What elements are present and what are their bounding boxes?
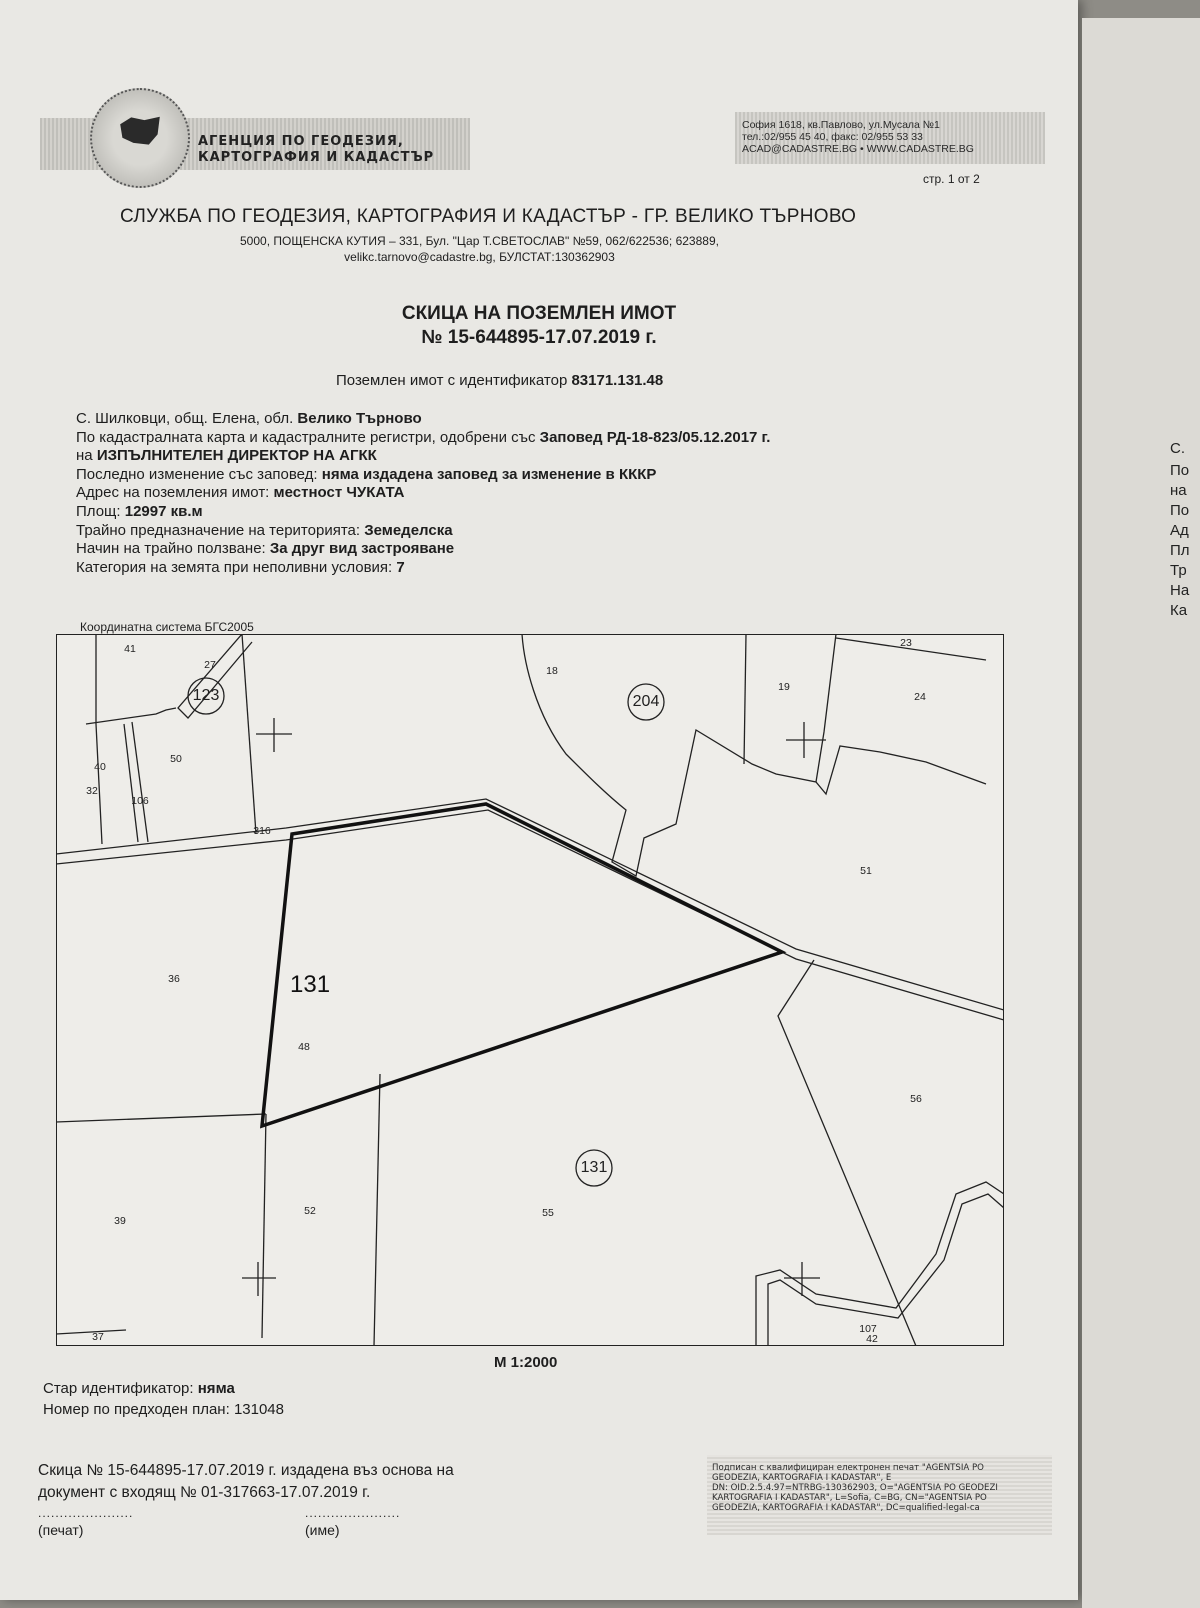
previous-plan-number: [43, 1399, 284, 1420]
cadastral-map: [56, 634, 1004, 1346]
detail-map: [76, 429, 770, 448]
agency-contact: [742, 119, 974, 155]
contact-web: ACAD@CADASTRE.BG • WWW.CADASTRE.BG: [742, 143, 974, 155]
area-label: Площ:: [76, 502, 121, 520]
detail-category: [76, 559, 770, 578]
issued-line1: Скица № 15-644895-17.07.2019 г. издадена въз основа на: [38, 1462, 454, 1479]
director-label: на: [76, 447, 93, 465]
village-value: Велико Търново: [297, 410, 422, 427]
agency-name-line1: АГЕНЦИЯ ПО ГЕОДЕЗИЯ,: [198, 134, 404, 149]
plot-number: 32: [86, 785, 98, 797]
plot-number: 51: [860, 865, 872, 877]
plot-number: 18: [546, 665, 558, 677]
lastchange-label: Последно изменение със заповед:: [76, 465, 318, 483]
office-postal: 5000, ПОЩЕНСКА КУТИЯ – 331, Бул. "Цар Т.СВЕТОСЛАВ" №59, 062/622536; 623889,: [240, 234, 719, 248]
address-label: Адрес на поземления имот:: [76, 484, 270, 502]
plot-number: 39: [114, 1215, 126, 1227]
agency-name: [198, 134, 434, 166]
detail-area: [76, 503, 770, 522]
detail-purpose: [76, 522, 770, 541]
name-label: (име): [305, 1522, 340, 1538]
purpose-label: Трайно предназначение на територията:: [76, 521, 361, 539]
plot-number: 55: [542, 1207, 554, 1219]
fragment-text: Ад: [1170, 522, 1189, 539]
map-value: Заповед РД-18-823/05.12.2017 г.: [539, 428, 771, 446]
use-label: Начин на трайно ползване:: [76, 540, 266, 558]
signature-line: GEODEZIA, KARTOGRAFIA I KADASTAR", E: [712, 1473, 892, 1483]
signature-line: KARTOGRAFIA I KADASTAR", L=Sofia, C=BG, CN="AGENTSIA PO: [712, 1493, 987, 1503]
category-value: 7: [396, 558, 405, 576]
seal-label: (печат): [38, 1522, 84, 1538]
use-value: За друг вид застрояване: [269, 540, 455, 558]
detail-lastchange: [76, 466, 770, 485]
fragment-text: Ка: [1170, 602, 1188, 619]
plot-number: 19: [778, 681, 790, 693]
plot-number: 316: [253, 825, 271, 837]
detail-director: [76, 447, 770, 466]
village-label: С. Шилковци, общ. Елена, обл.: [76, 410, 294, 427]
area-value: 12997 кв.м: [124, 502, 203, 520]
fragment-text: на: [1170, 482, 1187, 499]
fragment-text: По: [1170, 462, 1190, 479]
purpose-value: Земеделска: [364, 521, 453, 539]
prev-plan-label: Номер по предходен план:: [43, 1401, 230, 1418]
plot-number: 27: [204, 659, 216, 671]
plot-number: 52: [304, 1205, 316, 1217]
plot-number: 36: [168, 973, 180, 985]
issued-statement: [38, 1460, 454, 1504]
electronic-signature: [712, 1463, 998, 1513]
office-name: СЛУЖБА ПО ГЕОДЕЗИЯ, КАРТОГРАФИЯ И КАДАСТЪР - ГР. ВЕЛИКО ТЪРНОВО: [120, 206, 857, 227]
document-number: № 15-644895-17.07.2019 г.: [421, 327, 657, 348]
signature-line: DN: OID.2.5.4.97=NTRBG-130362903, O="AGENTSIA PO GEODEZI: [712, 1483, 998, 1493]
plot-details: [76, 410, 770, 577]
circle-label: 204: [632, 693, 660, 711]
main-plot-label: 131: [290, 971, 331, 998]
detail-address: [76, 484, 770, 503]
title-text: СКИЦА НА ПОЗЕМЛЕН ИМОТ: [401, 303, 677, 324]
fragment-text: По: [1170, 502, 1190, 519]
old-id-value: няма: [197, 1380, 235, 1397]
fragment-text: Тр: [1170, 562, 1187, 579]
plot-id-label: Поземлен имот с идентификатор: [336, 372, 568, 389]
fragment-text: На: [1170, 582, 1190, 599]
old-id-label: Стар идентификатор:: [43, 1380, 194, 1397]
plot-number: 42: [866, 1333, 878, 1345]
fragment-text: Пл: [1170, 542, 1190, 559]
plot-number: 24: [914, 691, 926, 703]
map-scale: М 1:2000: [494, 1354, 558, 1371]
plot-identifier: [336, 372, 663, 389]
plot-number: 107: [859, 1323, 877, 1335]
director-value: ИЗПЪЛНИТЕЛЕН ДИРЕКТОР НА АГКК: [96, 447, 377, 465]
detail-use: [76, 540, 770, 559]
plot-number: 41: [124, 643, 136, 655]
contact-address: София 1618, кв.Павлово, ул.Мусала №1: [742, 119, 940, 131]
prev-plan-value: 131048: [233, 1401, 284, 1418]
plot-number: 56: [910, 1093, 922, 1105]
agency-name-line2: КАРТОГРАФИЯ И КАДАСТЪР: [198, 150, 435, 165]
lastchange-value: няма издадена заповед за изменение в КККР: [321, 465, 657, 483]
name-line: ......................: [305, 1506, 401, 1520]
plot-number: 37: [92, 1331, 104, 1343]
bulgaria-map-icon: [118, 114, 162, 148]
address-value: местност ЧУКАТА: [273, 484, 405, 502]
issued-line2: документ с входящ № 01-317663-17.07.2019 г.: [38, 1484, 371, 1501]
page-number: стр. 1 от 2: [923, 172, 980, 186]
detail-village: [76, 410, 770, 429]
circle-label: 123: [192, 687, 220, 705]
plot-number: 50: [170, 753, 182, 765]
coordinate-system: Координатна система БГС2005: [80, 620, 254, 634]
contact-phone: тел.:02/955 45 40, факс: 02/955 53 33: [742, 131, 923, 143]
agency-logo: [90, 88, 190, 188]
plot-number: 48: [298, 1041, 310, 1053]
seal-line: ......................: [38, 1506, 134, 1520]
category-label: Категория на земята при неполивни условия:: [76, 558, 393, 576]
identifiers: [43, 1378, 284, 1420]
signature-line: GEODEZIA, KARTOGRAFIA I KADASTAR", DC=qualified-legal-ca: [712, 1503, 980, 1513]
plot-number: 23: [900, 637, 912, 649]
circle-label: 131: [580, 1159, 608, 1177]
plot-number: 40: [94, 761, 106, 773]
old-identifier: [43, 1378, 284, 1399]
map-label: По кадастралната карта и кадастралните регистри, одобрени със: [76, 428, 536, 446]
document-title: [0, 302, 1078, 350]
fragment-text: С.: [1170, 440, 1185, 457]
document-page-2-edge: [1082, 18, 1200, 1608]
plot-id-value: 83171.131.48: [571, 372, 664, 389]
signature-line: Подписан с квалифициран електронен печат "AGENTSIA PO: [712, 1463, 984, 1473]
office-address: [240, 233, 719, 265]
plot-number: 106: [131, 795, 149, 807]
office-email: velikc.tarnovo@cadastre.bg, БУЛСТАТ:130362903: [344, 250, 615, 264]
